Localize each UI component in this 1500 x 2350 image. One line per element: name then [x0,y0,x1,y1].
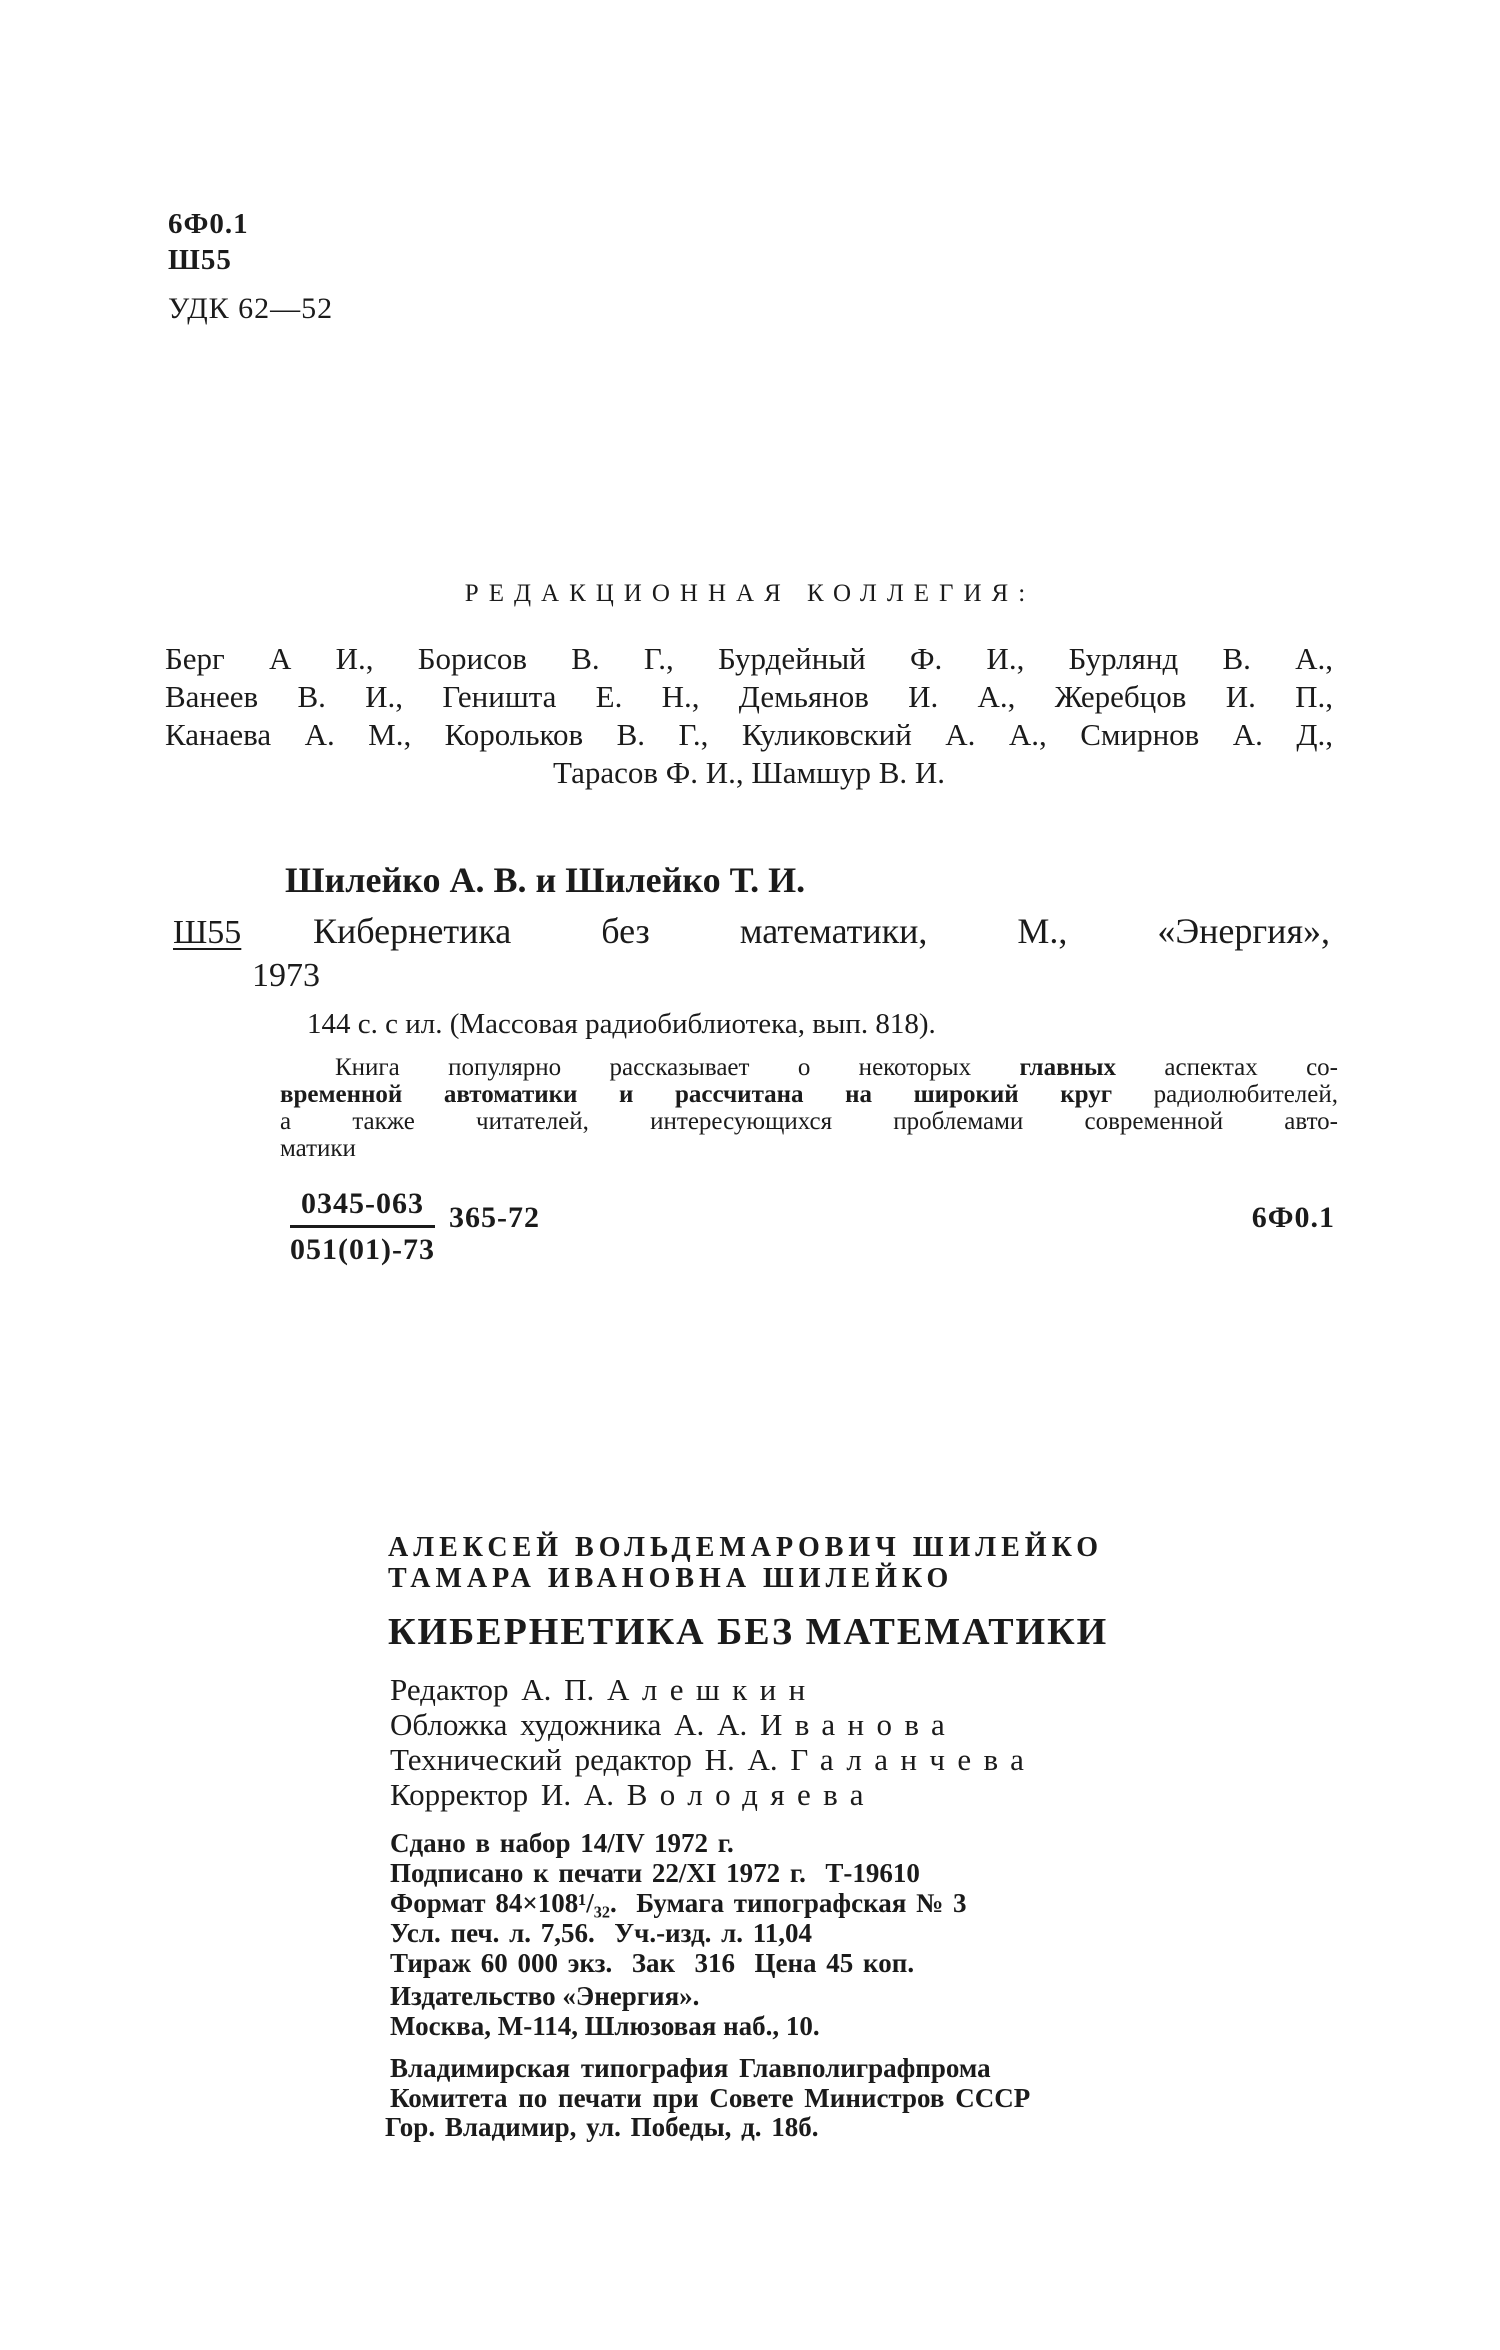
fraction-numerator: 0345-063 [290,1188,435,1228]
editorial-board-heading: РЕДАКЦИОННАЯ КОЛЛЕГИЯ: [464,580,1036,607]
card-title: Кибернетика без математики, М., «Энергия», [313,911,1330,951]
staff-line [390,1777,1036,1812]
board-names-line: Ванеев В. И., Геништа Е. Н., Демьянов И. А., Жеребцов И. П., [165,679,1333,714]
catalog-card [168,858,1330,1044]
annotation-text-bold: временной автоматики и рассчитана на широкий круг [280,1081,1113,1108]
staff-line [390,1707,1036,1742]
card-year: 1973 [252,957,320,994]
fraction-suffix: 365-72 [448,1201,540,1234]
imprint-book-title: КИБЕРНЕТИКА БЕЗ МАТЕМАТИКИ [388,1611,1109,1653]
printer-line: Комитета по печати при Совете Министров СССР [390,2083,1031,2113]
staff-role: Корректор И. А. [390,1777,627,1812]
card-title-row [168,908,1330,954]
publisher-line: Издательство «Энергия». [390,1981,700,2011]
annotation-text-bold: главных [1019,1054,1117,1081]
board-names-line: Канаева А. М., Корольков В. Г., Куликовский А. А., Смирнов А. Д., [165,717,1333,752]
staff-role: Технический редактор Н. А. [390,1742,791,1777]
annotation-line: матики [280,1135,356,1162]
print-detail-line: Усл. печ. л. 7,56. Уч.-изд. л. 11,04 [390,1918,813,1948]
fraction-denominator: 051(01)-73 [290,1233,435,1266]
staff-role: Редактор А. П. [390,1672,608,1707]
editorial-board-names [165,640,1333,792]
udk-code: УДК 62—52 [168,292,334,325]
imprint-staff [390,1672,1036,1812]
board-names-line: Тарасов Ф. И., Шамшур В. И. [552,755,946,790]
bbk-code: 6Ф0.1 [168,208,249,240]
publisher-line: Москва, М-114, Шлюзовая наб., 10. [390,2011,820,2041]
card-authors: Шилейко А. В. и Шилейко Т. И. [285,860,806,900]
imprint-printer [390,2053,1030,2113]
print-detail-line: Тираж 60 000 экз. Зак 316 Цена 45 коп. [390,1948,915,1978]
card-collation: 144 с. с ил. (Массовая радиобиблиотека, вып. 818). [307,1008,936,1040]
annotation-paragraph [280,1054,1338,1162]
author-sign-code: Ш55 [168,244,232,276]
print-detail-line: Сдано в набор 14/IV 1972 г. [390,1828,734,1858]
annotation-text: радиолюбителей, [1112,1081,1338,1108]
imprint-author-name: ТАМАРА ИВАНОВНА ШИЛЕЙКО [388,1563,954,1594]
staff-name: Иванова [759,1707,958,1742]
annotation-line [280,1054,1338,1081]
board-names-line: Берг А И., Борисов В. Г., Бурдейный Ф. И., Бурлянд В. А., [165,641,1333,676]
imprint-printer-address: Гор. Владимир, ул. Победы, д. 18б. [385,2112,819,2142]
index-fraction [290,1188,435,1266]
print-detail-line: Формат 84×108¹/₃₂. Бумага типографская № 3 [390,1888,967,1918]
card-shelf-code: Ш55 [173,914,242,951]
print-detail-line: Подписано к печати 22/XI 1972 г. Т-19610 [390,1858,920,1888]
staff-name: Алешкин [607,1672,818,1707]
annotation-text: Книга популярно рассказывает о некоторых [335,1054,1020,1081]
index-row [290,1188,1335,1266]
printer-line: Владимирская типография Главполиграфпрома [390,2053,991,2083]
annotation-line [280,1081,1338,1108]
imprint-print-details [390,1828,966,1978]
imprint-authors [388,1532,1103,1594]
annotation-line: а также читателей, интересующихся проблемами современной авто- [280,1108,1338,1135]
annotation-text: аспектах со- [1116,1054,1338,1081]
imprint-publisher [390,1981,820,2041]
staff-line [390,1672,1036,1707]
staff-role: Обложка художника А. А. [390,1707,760,1742]
staff-name: Володяева [626,1777,876,1812]
classification-codes [168,206,333,326]
staff-line [390,1742,1036,1777]
imprint-author-name: АЛЕКСЕЙ ВОЛЬДЕМАРОВИЧ ШИЛЕЙКО [388,1532,1103,1563]
staff-name: Галанчева [790,1742,1037,1777]
right-bbk-code: 6Ф0.1 [1251,1201,1335,1234]
